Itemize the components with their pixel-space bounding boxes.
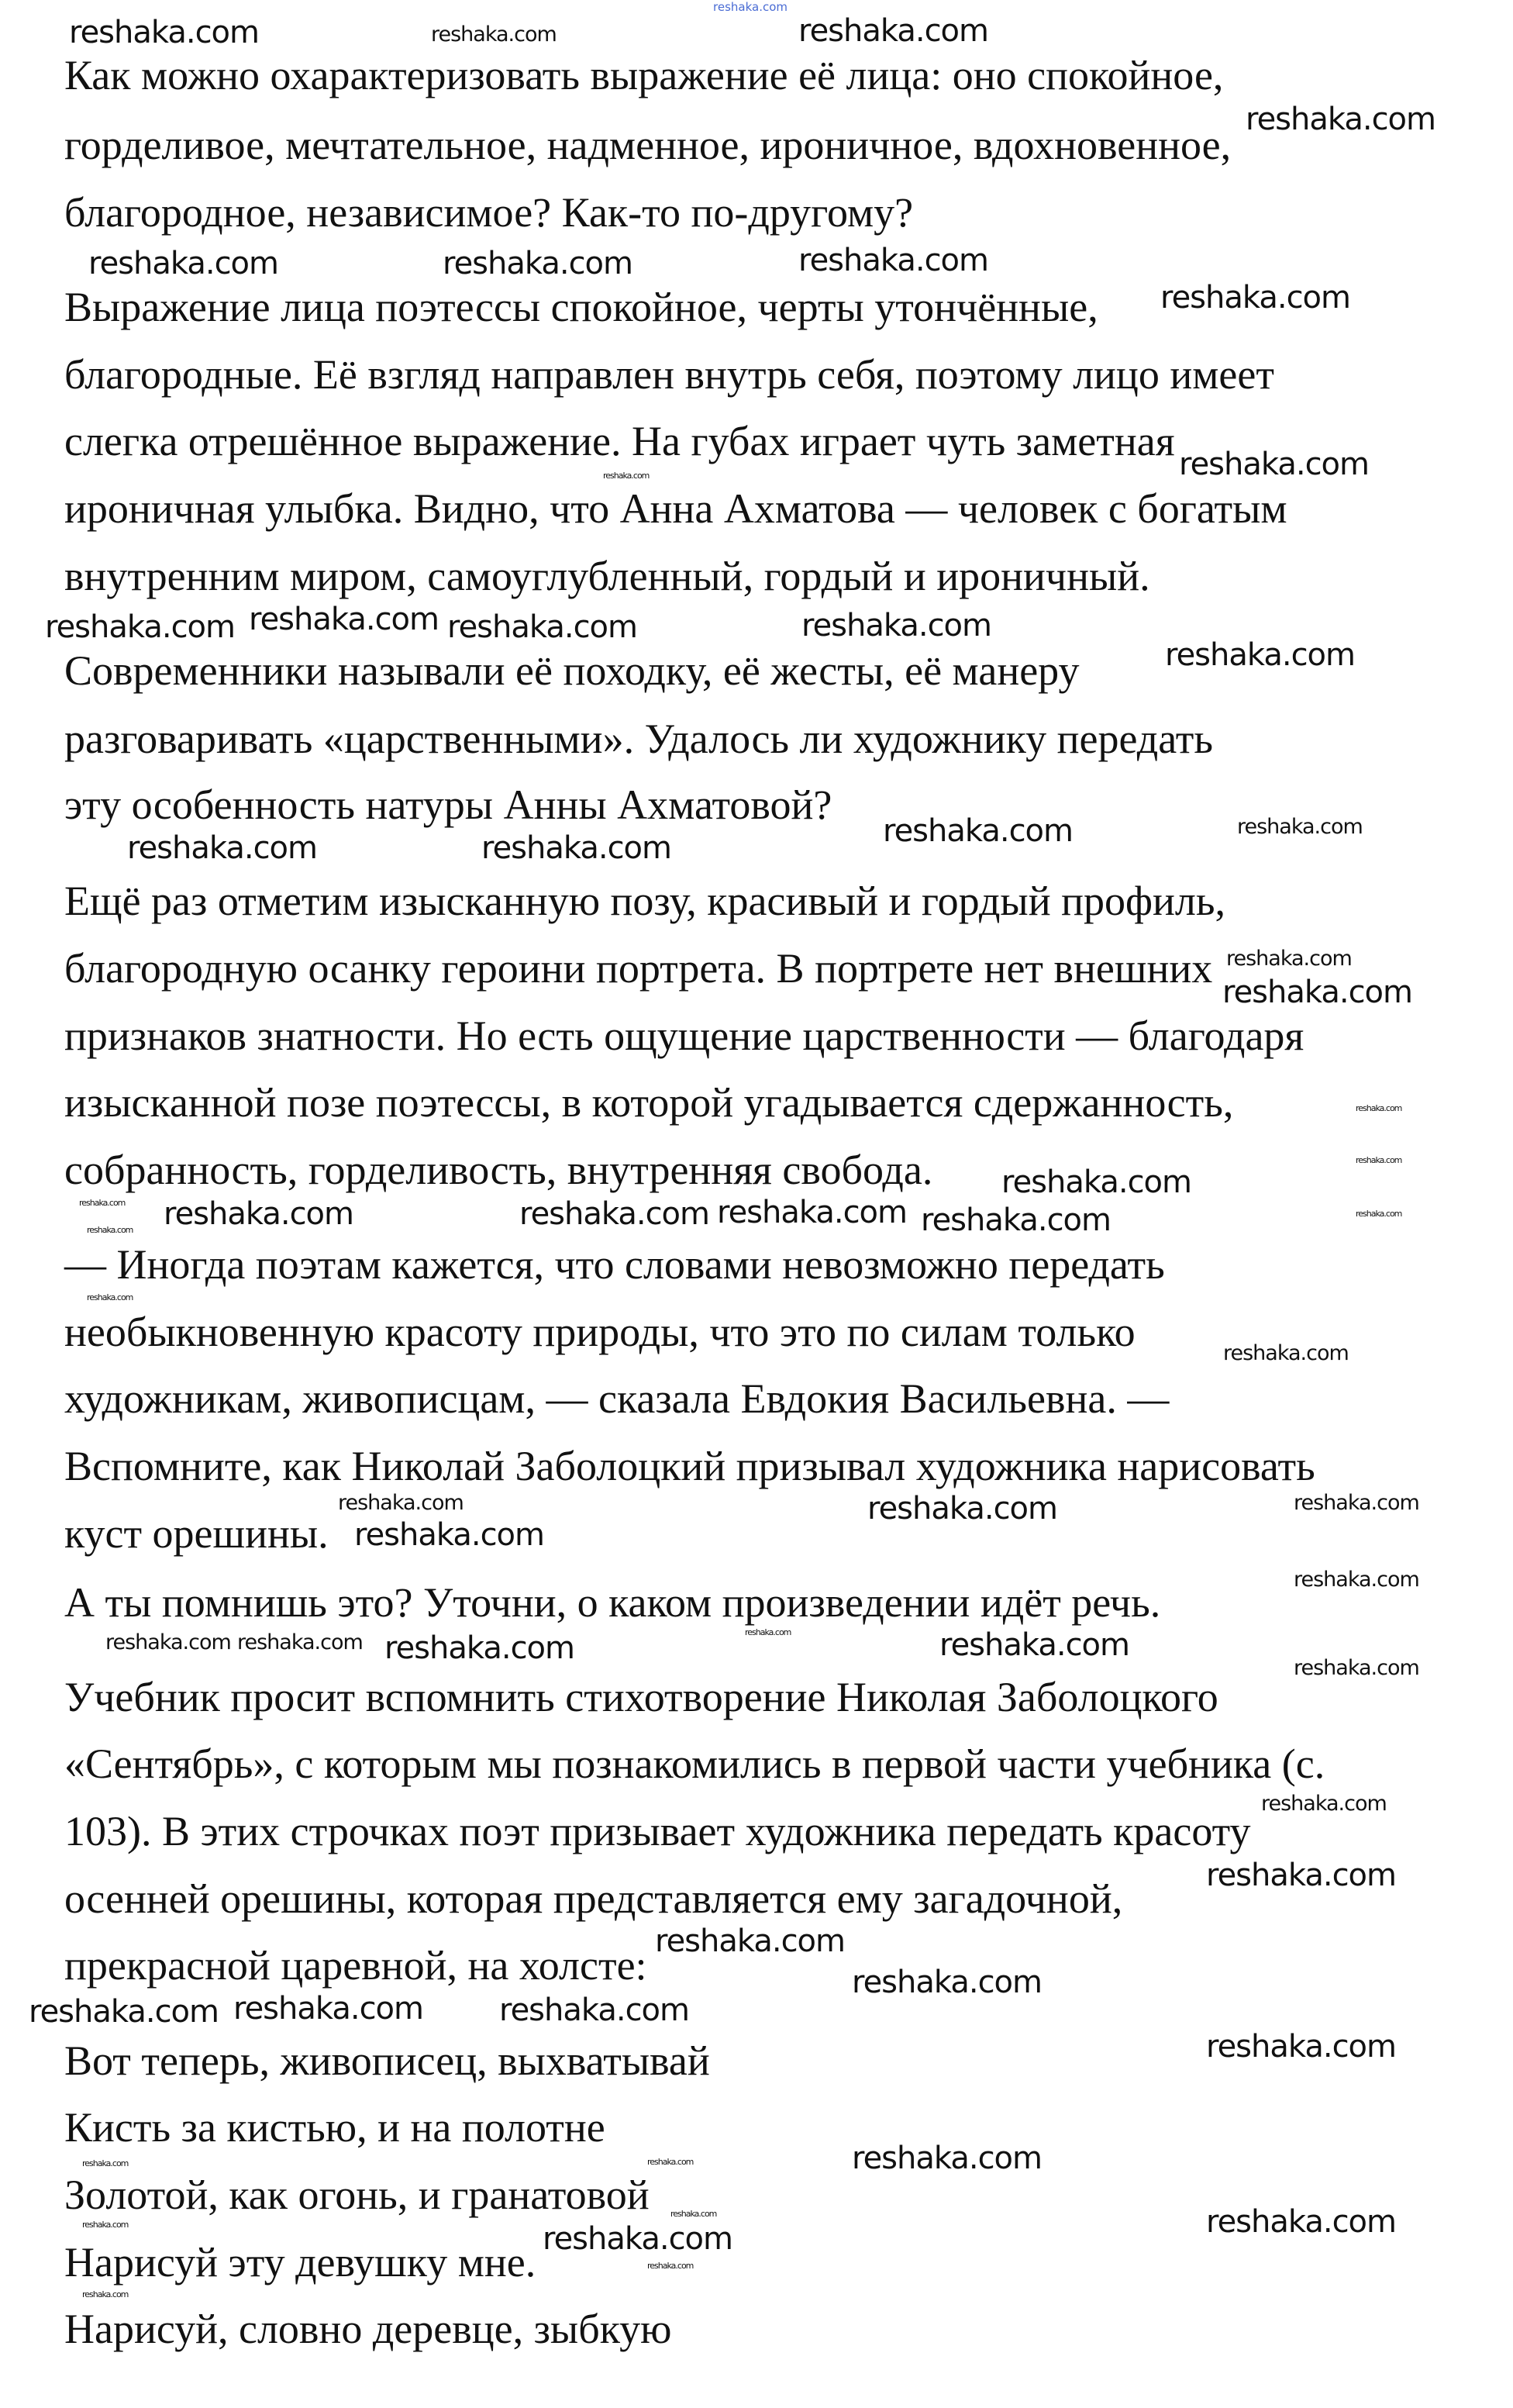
text-line: признаков знатности. Но есть ощущение царственности — благодаря (64, 1013, 1304, 1059)
text-line: Кисть за кистью, и на полотне (64, 2104, 605, 2151)
watermark: reshaka.com (443, 246, 632, 281)
watermark: reshaka.com (431, 22, 557, 47)
watermark: reshaka.com (1223, 1341, 1349, 1365)
text-line: Вот теперь, живописец, выхватывай (64, 2037, 710, 2084)
text-line: — Иногда поэтам кажется, что словами невозможно передать (64, 1241, 1165, 1288)
watermark: reshaka.com (79, 1198, 126, 1208)
watermark: reshaka.com (1356, 1209, 1402, 1219)
text-line: художникам, живописцам, — сказала Евдокия Васильевна. — (64, 1375, 1170, 1422)
watermark: reshaka.com (717, 1195, 907, 1230)
text-line: осенней орешины, которая представляется ему загадочной, (64, 1875, 1123, 1922)
watermark: reshaka.com (499, 1992, 689, 2028)
watermark: reshaka.com (1294, 1656, 1419, 1680)
watermark: reshaka.com (655, 1923, 845, 1959)
watermark: reshaka.com (82, 2289, 129, 2299)
text-line: собранность, горделивость, внутренняя свобода. (64, 1147, 933, 1193)
watermark: reshaka.com (1261, 1792, 1387, 1816)
text-line: Выражение лица поэтессы спокойное, черты утончённые, (64, 284, 1098, 330)
watermark: reshaka.com (670, 2209, 717, 2219)
watermark: reshaka.com (237, 1630, 363, 1654)
watermark: reshaka.com (543, 2221, 732, 2257)
text-line: Нарисуй, словно деревце, зыбкую (64, 2306, 672, 2352)
watermark: reshaka.com (1206, 1858, 1396, 1893)
text-line: Как можно охарактеризовать выражение её лица: оно спокойное, (64, 52, 1224, 98)
watermark: reshaka.com (1237, 815, 1363, 839)
text-line: Учебник просит вспомнить стихотворение Николая Заболоцкого (64, 1674, 1218, 1720)
watermark: reshaka.com (1356, 1155, 1402, 1165)
watermark: reshaka.com (249, 602, 439, 637)
watermark: reshaka.com (1294, 1491, 1419, 1515)
text-line: ироничная улыбка. Видно, что Анна Ахматова — человек с богатым (64, 485, 1287, 532)
watermark: reshaka.com (801, 608, 991, 643)
watermark: reshaka.com (87, 1292, 133, 1302)
watermark: reshaka.com (647, 2157, 694, 2167)
watermark: reshaka.com (883, 813, 1073, 849)
text-line: слегка отрешённое выражение. На губах играет чуть заметная (64, 418, 1175, 464)
watermark: reshaka.com (45, 609, 235, 645)
watermark: reshaka.com (939, 1627, 1129, 1663)
watermark: reshaka.com (1179, 447, 1369, 482)
watermark: reshaka.com (921, 1202, 1111, 1238)
watermark: reshaka.com (82, 2158, 129, 2168)
watermark: reshaka.com (519, 1196, 709, 1232)
watermark: reshaka.com (447, 609, 637, 645)
text-line: А ты помнишь это? Уточни, о каком произведении идёт речь. (64, 1579, 1161, 1626)
watermark: reshaka.com (1356, 1103, 1402, 1113)
text-line: куст орешины. (64, 1510, 329, 1557)
watermark: reshaka.com (798, 13, 988, 49)
watermark: reshaka.com (1206, 2204, 1396, 2240)
text-line: благородное, независимое? Как-то по-другому? (64, 189, 914, 236)
text-line: благородные. Её взгляд направлен внутрь себя, поэтому лицо имеет (64, 351, 1274, 398)
watermark: reshaka.com (1001, 1164, 1191, 1200)
watermark: reshaka.com (127, 830, 317, 866)
watermark: reshaka.com (867, 1491, 1057, 1527)
watermark: reshaka.com (29, 1994, 219, 2030)
watermark: reshaka.com (647, 2261, 694, 2271)
text-line: изысканной позе поэтессы, в которой угадывается сдержанность, (64, 1079, 1234, 1126)
text-line: благородную осанку героини портрета. В портрете нет внешних (64, 945, 1213, 992)
watermark: reshaka.com (1246, 102, 1435, 137)
watermark: reshaka.com (1160, 280, 1350, 316)
watermark: reshaka.com (354, 1517, 544, 1553)
text-line: Золотой, как огонь, и гранатовой (64, 2172, 650, 2218)
text-line: разговаривать «царственными». Удалось ли художнику передать (64, 716, 1214, 762)
watermark: reshaka.com (1206, 2029, 1396, 2065)
watermark: reshaka.com (1222, 975, 1412, 1010)
text-line: прекрасной царевной, на холсте: (64, 1942, 647, 1989)
watermark: reshaka.com (88, 246, 278, 281)
watermark: reshaka.com (87, 1225, 133, 1235)
text-line: эту особенность натуры Анны Ахматовой? (64, 781, 832, 828)
watermark: reshaka.com (1294, 1568, 1419, 1592)
text-line: необыкновенную красоту природы, что это по силам только (64, 1309, 1136, 1355)
watermark: reshaka.com (1226, 947, 1352, 971)
watermark: reshaka.com (384, 1630, 574, 1666)
watermark: reshaka.com (852, 1965, 1042, 2000)
watermark: reshaka.com (481, 830, 671, 866)
watermark: reshaka.com (69, 15, 259, 50)
text-line: 103). В этих строчках поэт призывает художника передать красоту (64, 1808, 1251, 1854)
watermark: reshaka.com (603, 471, 650, 481)
watermark: reshaka.com (164, 1196, 353, 1232)
watermark: reshaka.com (798, 243, 988, 278)
text-line: Вспомните, как Николай Заболоцкий призывал художника нарисовать (64, 1443, 1315, 1489)
text-line: внутренним миром, самоуглубленный, гордый и ироничный. (64, 553, 1150, 599)
text-line: Современники называли её походку, её жесты, её манеру (64, 647, 1080, 694)
watermark: reshaka.com (233, 1991, 423, 2027)
text-line: Нарисуй эту девушку мне. (64, 2239, 536, 2286)
watermark: reshaka.com (852, 2141, 1042, 2176)
text-line: «Сентябрь», с которым мы познакомились в первой части учебника (с. (64, 1740, 1325, 1787)
watermark: reshaka.com (1165, 637, 1355, 673)
text-line: горделивое, мечтательное, надменное, ироничное, вдохновенное, (64, 122, 1232, 168)
watermark: reshaka.com (338, 1491, 464, 1515)
text-line: Ещё раз отметим изысканную позу, красивый и гордый профиль, (64, 878, 1225, 924)
watermark: reshaka.com (105, 1630, 231, 1654)
site-watermark-top: reshaka.com (713, 0, 788, 14)
watermark: reshaka.com (82, 2220, 129, 2230)
watermark: reshaka.com (745, 1627, 791, 1637)
